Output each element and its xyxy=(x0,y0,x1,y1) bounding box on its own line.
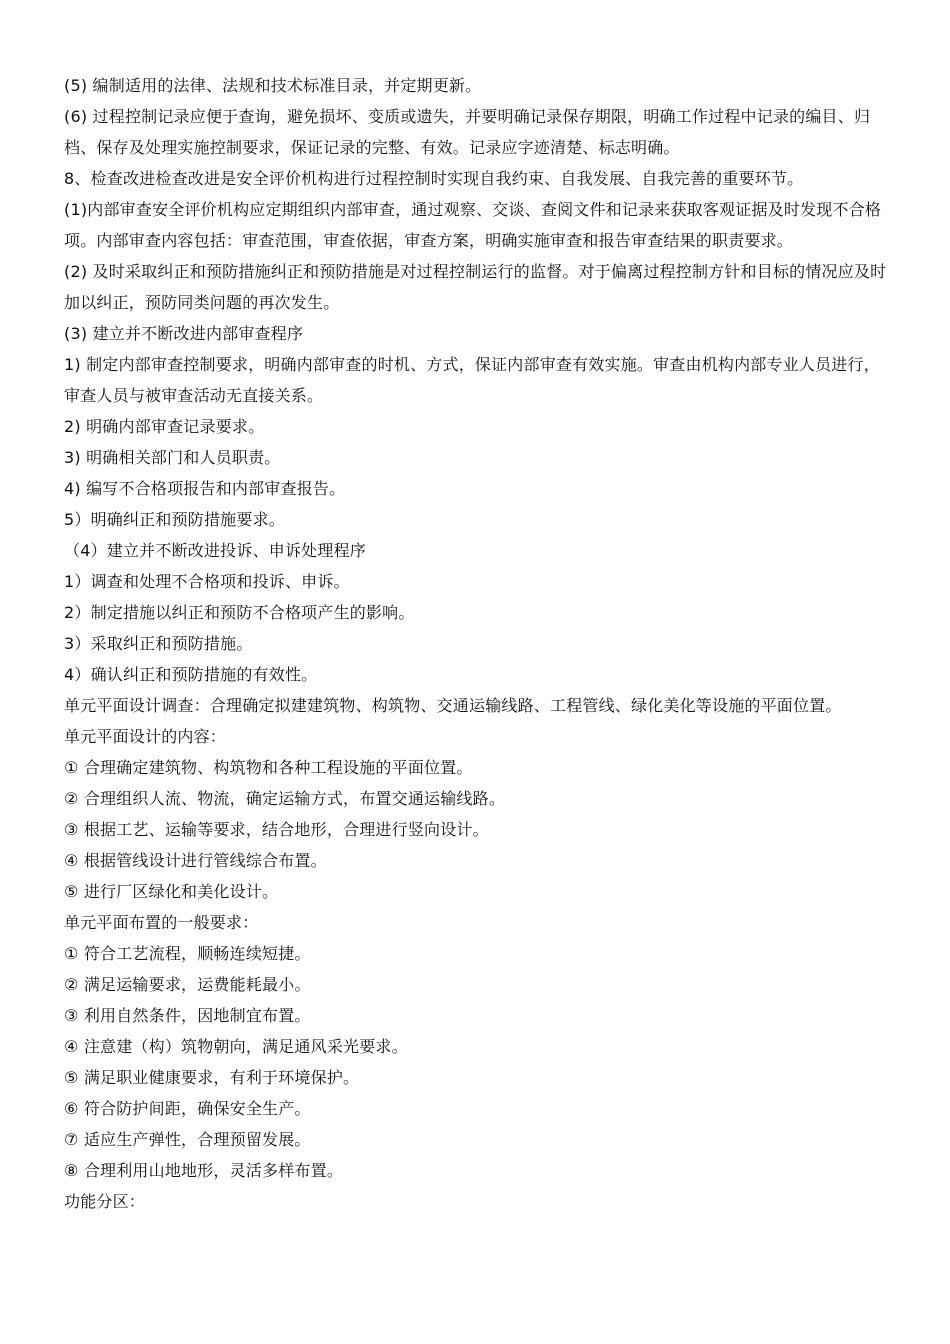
paragraph: (5) 编制适用的法律、法规和技术标准目录，并定期更新。 xyxy=(64,76,482,95)
paragraph: (6) 过程控制记录应便于查询，避免损坏、变质或遗失，并要明确记录保存期限，明确工作过程中记录的编目、归档、保存及处理实施控制要求，保证记录的完整、有效。记录应字迹清楚、标志明确。 xyxy=(64,107,871,157)
paragraph: 2) 明确内部审查记录要求。 xyxy=(64,417,265,436)
paragraph: (2) 及时采取纠正和预防措施纠正和预防措施是对过程控制运行的监督。对于偏离过程控制方针和目标的情况应及时加以纠正，预防同类问题的再次发生。 xyxy=(64,262,887,312)
paragraph: ⑤ 进行厂区绿化和美化设计。 xyxy=(64,882,279,901)
paragraph: 1) 制定内部审查控制要求，明确内部审查的时机、方式，保证内部审查有效实施。审查由机构内部专业人员进行，审查人员与被审查活动无直接关系。 xyxy=(64,355,880,405)
paragraph: (1)内部审查安全评价机构应定期组织内部审查，通过观察、交谈、查阅文件和记录来获取客观证据及时发现不合格项。内部审查内容包括：审查范围，审查依据，审查方案，明确实施审查和报告审查结果的职责要求。 xyxy=(64,200,882,250)
paragraph: 2）制定措施以纠正和预防不合格项产生的影响。 xyxy=(64,603,415,622)
paragraph: 4) 编写不合格项报告和内部审查报告。 xyxy=(64,479,346,498)
paragraph: 单元平面设计调查：合理确定拟建建筑物、构筑物、交通运输线路、工程管线、绿化美化等设施的平面位置。 xyxy=(64,696,842,715)
paragraph: 3) 明确相关部门和人员职责。 xyxy=(64,448,281,467)
paragraph: ② 合理组织人流、物流，确定运输方式，布置交通运输线路。 xyxy=(64,789,506,808)
paragraph: ⑦ 适应生产弹性，合理预留发展。 xyxy=(64,1130,311,1149)
paragraph: ⑤ 满足职业健康要求，有利于环境保护。 xyxy=(64,1068,360,1087)
paragraph: ④ 注意建（构）筑物朝向，满足通风采光要求。 xyxy=(64,1037,408,1056)
paragraph: 单元平面设计的内容： xyxy=(64,727,227,746)
paragraph: 5）明确纠正和预防措施要求。 xyxy=(64,510,285,529)
paragraph: 4）确认纠正和预防措施的有效性。 xyxy=(64,665,318,684)
paragraph: ⑥ 符合防护间距，确保安全生产。 xyxy=(64,1099,311,1118)
paragraph: 8、检查改进检查改进是安全评价机构进行过程控制时实现自我约束、自我发展、自我完善的重要环节。 xyxy=(64,169,804,188)
paragraph: ② 满足运输要求，运费能耗最小。 xyxy=(64,975,311,994)
paragraph: (3) 建立并不断改进内部审查程序 xyxy=(64,324,304,343)
paragraph: ③ 根据工艺、运输等要求，结合地形，合理进行竖向设计。 xyxy=(64,820,489,839)
paragraph: ① 符合工艺流程，顺畅连续短捷。 xyxy=(64,944,311,963)
paragraph: ③ 利用自然条件，因地制宜布置。 xyxy=(64,1006,311,1025)
document-body xyxy=(64,70,890,1217)
paragraph: ④ 根据管线设计进行管线综合布置。 xyxy=(64,851,327,870)
paragraph: 3）采取纠正和预防措施。 xyxy=(64,634,253,653)
paragraph: 功能分区： xyxy=(64,1192,146,1211)
paragraph: 1）调查和处理不合格项和投诉、申诉。 xyxy=(64,572,350,591)
paragraph: ⑧ 合理利用山地地形，灵活多样布置。 xyxy=(64,1161,344,1180)
paragraph: （4）建立并不断改进投诉、申诉处理程序 xyxy=(64,541,366,560)
paragraph: ① 合理确定建筑物、构筑物和各种工程设施的平面位置。 xyxy=(64,758,473,777)
paragraph: 单元平面布置的一般要求： xyxy=(64,913,259,932)
